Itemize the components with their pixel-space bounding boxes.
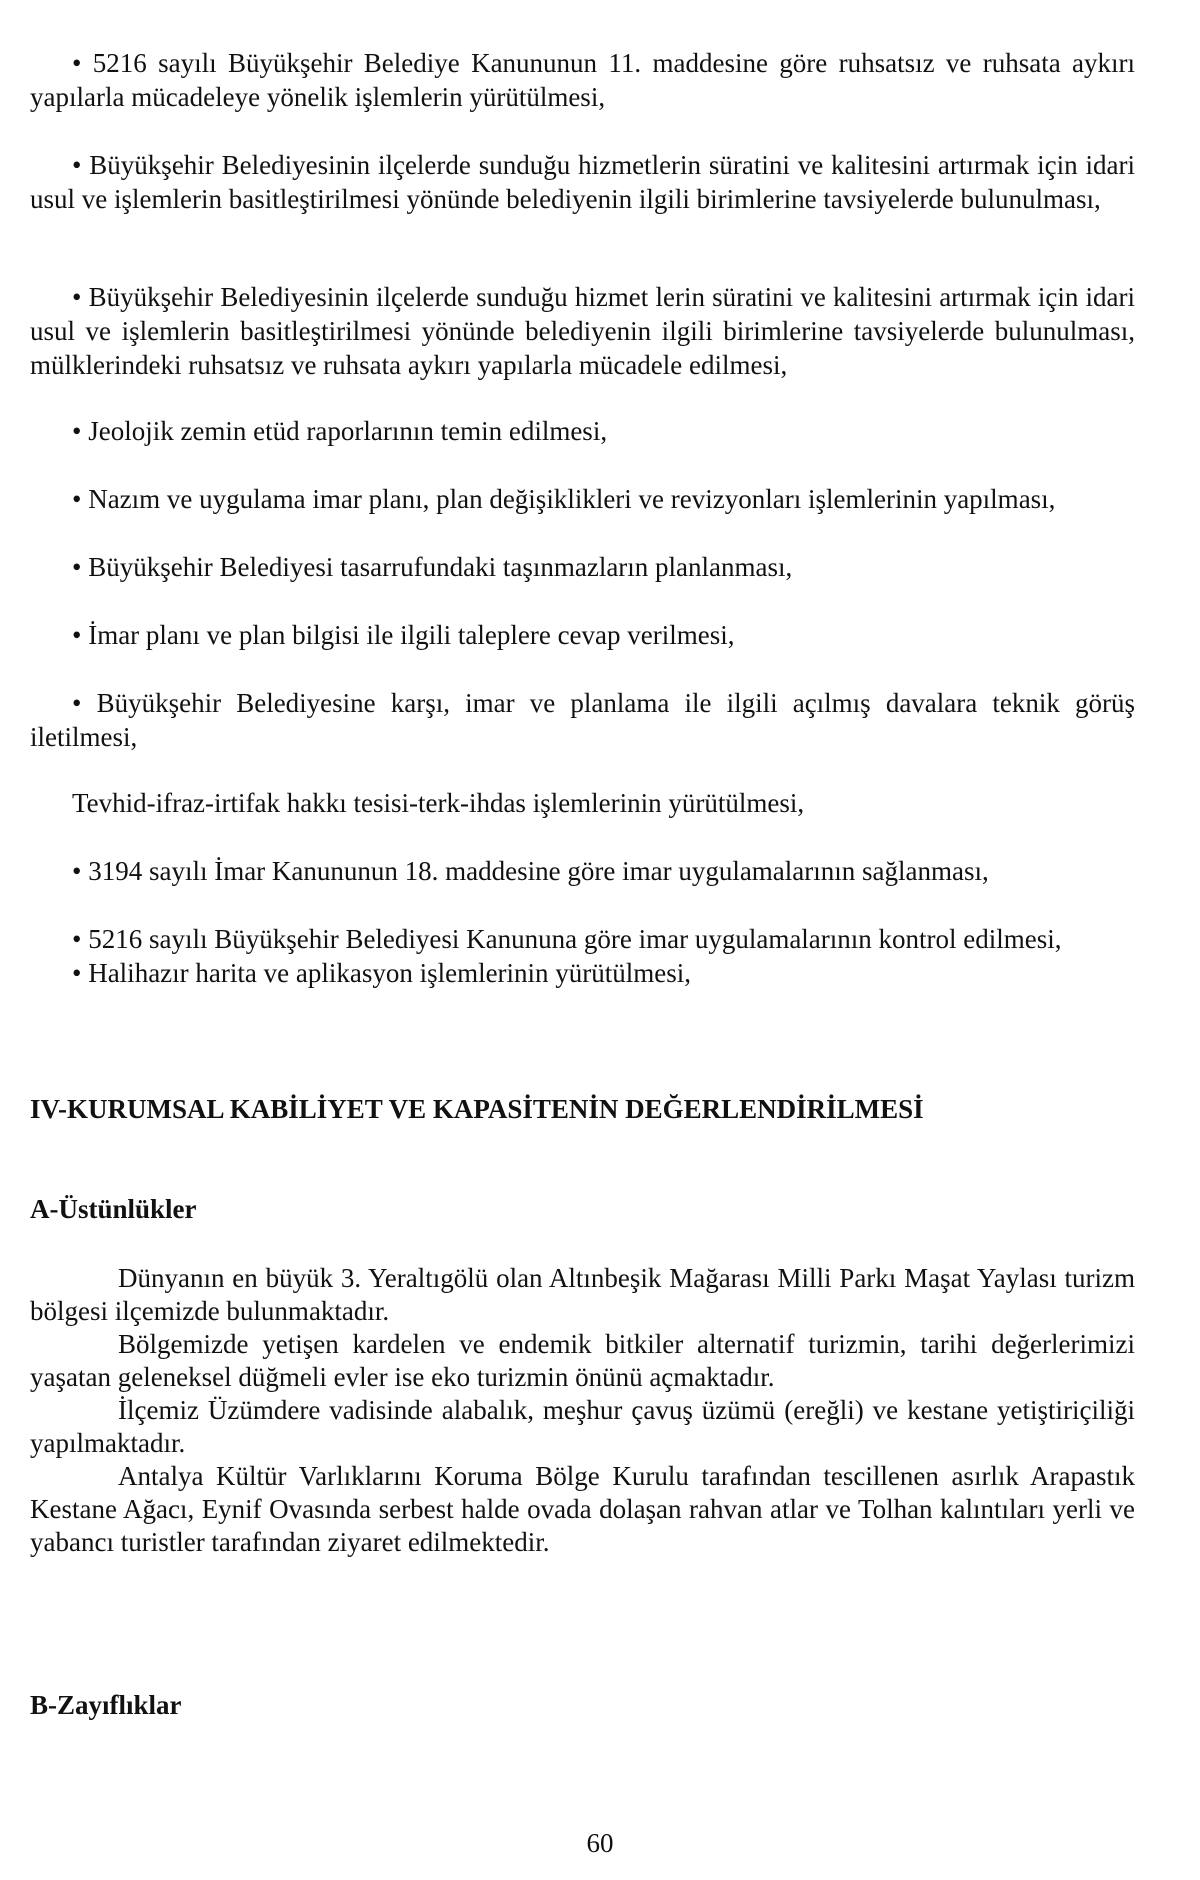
bullet-item: Tevhid-ifraz-irtifak hakkı tesisi-terk-ihdas işlemlerinin yürütülmesi,: [72, 788, 805, 818]
weaknesses-heading: B-Zayıflıklar: [30, 1690, 182, 1720]
bullet-item: • Büyükşehir Belediyesinin ilçelerde sunduğu hizmet lerin süratini ve kalitesini artırmak için idari usul ve işlemlerin basitleştirilmesi yönünde belediyenin ilgili birimlerine tavsiyelerde bulunulması, mülklerindeki ruhsatsız ve ruhsata aykırı yapılarla mücadele edilmesi,: [30, 282, 1135, 380]
strengths-paragraph: Dünyanın en büyük 3. Yeraltıgölü olan Altınbeşik Mağarası Milli Parkı Maşat Yaylası turizm bölgesi ilçemizde bulunmaktadır.: [30, 1263, 1135, 1326]
strengths-paragraph: Bölgemizde yetişen kardelen ve endemik bitkiler alternatif turizmin, tarihi değerlerimizi yaşatan geleneksel düğmeli evler ise eko turizmin önünü açmaktadır.: [30, 1329, 1135, 1392]
bullet-item: • Jeolojik zemin etüd raporlarının temin edilmesi,: [72, 416, 608, 446]
bullet-item: • Büyükşehir Belediyesi tasarrufundaki taşınmazların planlanması,: [72, 552, 793, 582]
bullet-item: • Nazım ve uygulama imar planı, plan değişiklikleri ve revizyonları işlemlerinin yapılması,: [72, 484, 1056, 514]
strengths-paragraph: Antalya Kültür Varlıklarını Koruma Bölge Kurulu tarafından tescillenen asırlık Arapastık Kestane Ağacı, Eynif Ovasında serbest halde ovada dolaşan rahvan atlar ve Tolhan kalıntıları yerli ve yabancı turistler tarafından ziyaret edilmektedir.: [30, 1461, 1135, 1557]
bullet-item: • Büyükşehir Belediyesinin ilçelerde sunduğu hizmetlerin süratini ve kalitesini artırmak için idari usul ve işlemlerin basitleştirilmesi yönünde belediyenin ilgili birimlerine tavsiyelerde bulunulması,: [30, 150, 1135, 214]
bullet-item: • İmar planı ve plan bilgisi ile ilgili taleplere cevap verilmesi,: [72, 620, 735, 650]
bullet-item: • 5216 sayılı Büyükşehir Belediye Kanununun 11. maddesine göre ruhsatsız ve ruhsata aykırı yapılarla mücadeleye yönelik işlemlerin yürütülmesi,: [30, 48, 1135, 112]
strengths-heading: A-Üstünlükler: [30, 1194, 197, 1224]
bullet-item: • Büyükşehir Belediyesine karşı, imar ve planlama ile ilgili açılmış davalara teknik görüş iletilmesi,: [30, 688, 1135, 752]
page-number: 60: [586, 1828, 614, 1858]
bullet-item: • 3194 sayılı İmar Kanununun 18. maddesine göre imar uygulamalarının sağlanması,: [72, 856, 989, 886]
strengths-paragraph: İlçemiz Üzümdere vadisinde alabalık, meşhur çavuş üzümü (ereğli) ve kestane yetiştiriçiliği yapılmaktadır.: [30, 1395, 1135, 1458]
section-heading: IV-KURUMSAL KABİLİYET VE KAPASİTENİN DEĞERLENDİRİLMESİ: [30, 1094, 924, 1124]
bullet-item: • Halihazır harita ve aplikasyon işlemlerinin yürütülmesi,: [72, 958, 692, 988]
strengths-body: [30, 1262, 1135, 1559]
bullet-item: • 5216 sayılı Büyükşehir Belediyesi Kanununa göre imar uygulamalarının kontrol edilmesi,: [72, 924, 1062, 954]
